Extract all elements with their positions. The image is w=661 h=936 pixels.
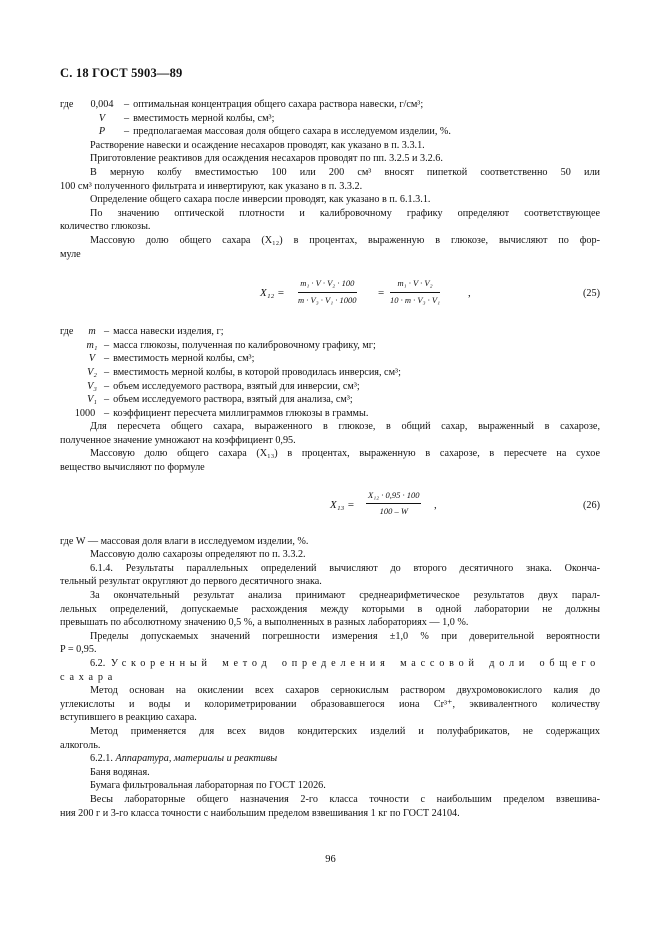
fraction-numerator: m₁ · V · V₂ [390,277,440,293]
definition-symbol: 0,004 [90,99,114,110]
paragraph-line: углекислоты и воды и колориметрировании образовавшегося иона Cr³⁺, эквивалентного количеству [60,698,600,710]
formula-equals: = [378,287,385,300]
formula-comma: , [468,287,471,300]
paragraph: Растворение навески и осаждение несахаров проводят, как указано в п. 3.3.1. [90,139,425,151]
fraction-denominator: 100 – W [379,506,408,517]
paragraph: где W — массовая доля влаги в исследуемом изделии, %. [60,535,309,547]
paragraph-line: 6.1.4. Результаты параллельных определений вычисляют до второго десятичного знака. Оконча- [90,562,600,574]
section-title-continuation: сахара [60,671,118,683]
paragraph-line: вступившего в реакцию сахара. [60,712,197,724]
definition-row: где 0,004 – оптимальная концентрация общего сахара раствора навески, г/см³; [60,99,424,110]
paragraph-line: количество глюкозы. [60,221,151,233]
definition-row: где m – масса навески изделия, г; [60,326,224,338]
paragraph-line: Пределы допускаемых значений погрешности измерения ±1,0 % при доверительной вероятности [90,630,600,642]
paragraph-line: P = 0,95. [60,644,97,656]
paragraph-line: вещество вычисляют по формуле [60,462,205,474]
definition-text: вместимость мерной колбы, в которой проводилась инверсия, см³; [113,366,401,378]
formula-comma: , [434,498,437,511]
definition-symbol: m [88,326,96,338]
definition-symbol: P [98,126,106,138]
definition-text: вместимость мерной колбы, см³; [133,112,275,124]
definition-text: оптимальная концентрация общего сахара раствора навески, г/см³; [133,99,424,110]
document-header: С. 18 ГОСТ 5903—89 [60,66,183,80]
paragraph-line: полученное значение умножают на коэффициент 0,95. [60,434,296,446]
definition-text: объем исследуемого раствора, взятый для анализа, см³; [113,394,353,406]
formula-number: (25) [583,288,600,300]
paragraph-line: алкоголь. [60,739,101,751]
definition-row: V – вместимость мерной колбы, см³; [60,112,600,126]
definition-row: P – предполагаемая массовая доля общего сахара в исследуемом изделии, %. [60,125,600,139]
fraction-numerator: X₁₂ · 0,95 · 100 [366,489,421,505]
paragraph-line: По значению оптической плотности и калибровочному графику определяют соответствующее [90,207,600,219]
fraction-denominator: 10 · m · V₃ · V₁ [390,294,441,305]
definition-symbol: V₃ [87,380,97,392]
definition-row: V₁ – объем исследуемого раствора, взятый для анализа, см³; [60,393,600,407]
formula-fraction [366,489,421,519]
paragraph-line: Массовую долю общего сахара (X₁₃) в процентах, выраженную в сахарозе, в пересчете на сухое [90,448,600,460]
definition-text: масса глюкозы, полученная по калибровочному графику, мг; [113,339,376,351]
formula-number: (26) [583,499,600,511]
fraction-numerator: m₁ · V · V₂ · 100 [298,277,357,293]
definition-symbol: m₁ [86,339,98,351]
paragraph: Баня водяная. [90,766,150,778]
definition-text: предполагаемая массовая доля общего сахара в исследуемом изделии, %. [133,126,451,138]
paragraph-line: лельных определений, допускаемые расхождения между которыми в одной лаборатории не должны [60,603,600,615]
definition-row: m₁ – масса глюкозы, полученная по калибровочному графику, мг; [60,339,600,353]
paragraph: Бумага фильтровальная лабораторная по ГОСТ 12026. [90,780,326,792]
paragraph-line: За окончательный результат анализа принимают среднеарифметическое результатов двух парал- [90,590,600,602]
formula-lhs: X₁₃ = [330,498,355,511]
paragraph-line: Массовую долю общего сахара (X₁₂) в процентах, выраженную в глюкозе, вычисляют по фор- [90,234,600,246]
definition-text: коэффициент пересчета миллиграммов глюкозы в граммы. [113,407,369,419]
definition-row: V – вместимость мерной колбы, см³; [60,352,600,366]
definition-row: V₂ – вместимость мерной колбы, в которой проводилась инверсия, см³; [60,366,600,380]
definition-symbol: 1000 [74,407,96,419]
paragraph-line: ния 200 г и 3-го класса точности с наибольшим пределом взвешивания 1 кг по ГОСТ 24104. [60,807,460,819]
fraction-denominator: m · V₃ · V₁ · 1000 [298,294,357,305]
definition-text: вместимость мерной колбы, см³; [113,353,255,365]
section-heading-6-2 [60,657,600,671]
definition-row: V₃ – объем исследуемого раствора, взятый для инверсии, см³; [60,380,600,394]
page-number: 96 [325,854,336,865]
section-number: 6.2. [90,658,106,669]
definitions-block-2 [60,325,600,420]
formula-25 [60,277,600,311]
formula-fraction-2 [390,277,440,307]
definition-symbol: V₂ [87,366,97,378]
definition-text: масса навески изделия, г; [113,326,224,338]
subsection-number: 6.2.1. [90,753,113,765]
definition-symbol: V [98,112,106,124]
paragraph-line: Метод основан на окислении всех сахаров сернокислым раствором двухромовокислого калия до [90,685,600,697]
paragraph-line: Весы лабораторные общего назначения 2-го класса точности с наибольшим пределом взвешива- [90,793,600,805]
subsection-heading-6-2-1 [60,752,600,766]
paragraph-line: В мерную колбу вместимостью 100 или 200 см³ вносят пипеткой соответственно 50 или [90,166,600,178]
paragraph-line: превышать по абсолютному значению 0,5 %, а выполненных в разных лабораториях — 1,0 %. [60,617,469,629]
subsection-title: Аппаратура, материалы и реактивы [115,753,278,765]
definition-symbol: V₁ [87,394,97,406]
paragraph-line: Для пересчета общего сахара, выраженного в глюкозе, в общий сахар, выраженный в сахарозе, [90,421,600,433]
paragraph-line: Метод применяется для всех видов кондитерских изделий и полуфабрикатов, не содержащих [90,725,600,737]
definition-row: 1000 – коэффициент пересчета миллиграммов глюкозы в граммы. [60,407,600,421]
paragraph: Приготовление реактивов для осаждения несахаров проводят по пп. 3.2.5 и 3.2.6. [90,153,443,165]
definition-symbol: V [88,353,96,365]
paragraph: Определение общего сахара после инверсии проводят, как указано в п. 6.1.3.1. [90,194,431,206]
paragraph: Массовую долю сахарозы определяют по п. 3.3.2. [90,549,306,561]
definition-text: объем исследуемого раствора, взятый для инверсии, см³; [113,380,360,392]
formula-26 [60,489,600,523]
page-content [60,98,600,820]
formula-lhs: X₁₂ = [260,287,285,300]
section-title: Ускоренный метод определения массовой доли общего [110,658,600,669]
paragraph-line: муле [60,248,81,260]
formula-fraction-1 [298,277,357,307]
definitions-block-1 [60,98,600,139]
paragraph-line: тельный результат округляют до первого десятичного знака. [60,576,322,588]
paragraph-line: 100 см³ полученного фильтрата и инвертируют, как указано в п. 3.3.2. [60,180,363,192]
